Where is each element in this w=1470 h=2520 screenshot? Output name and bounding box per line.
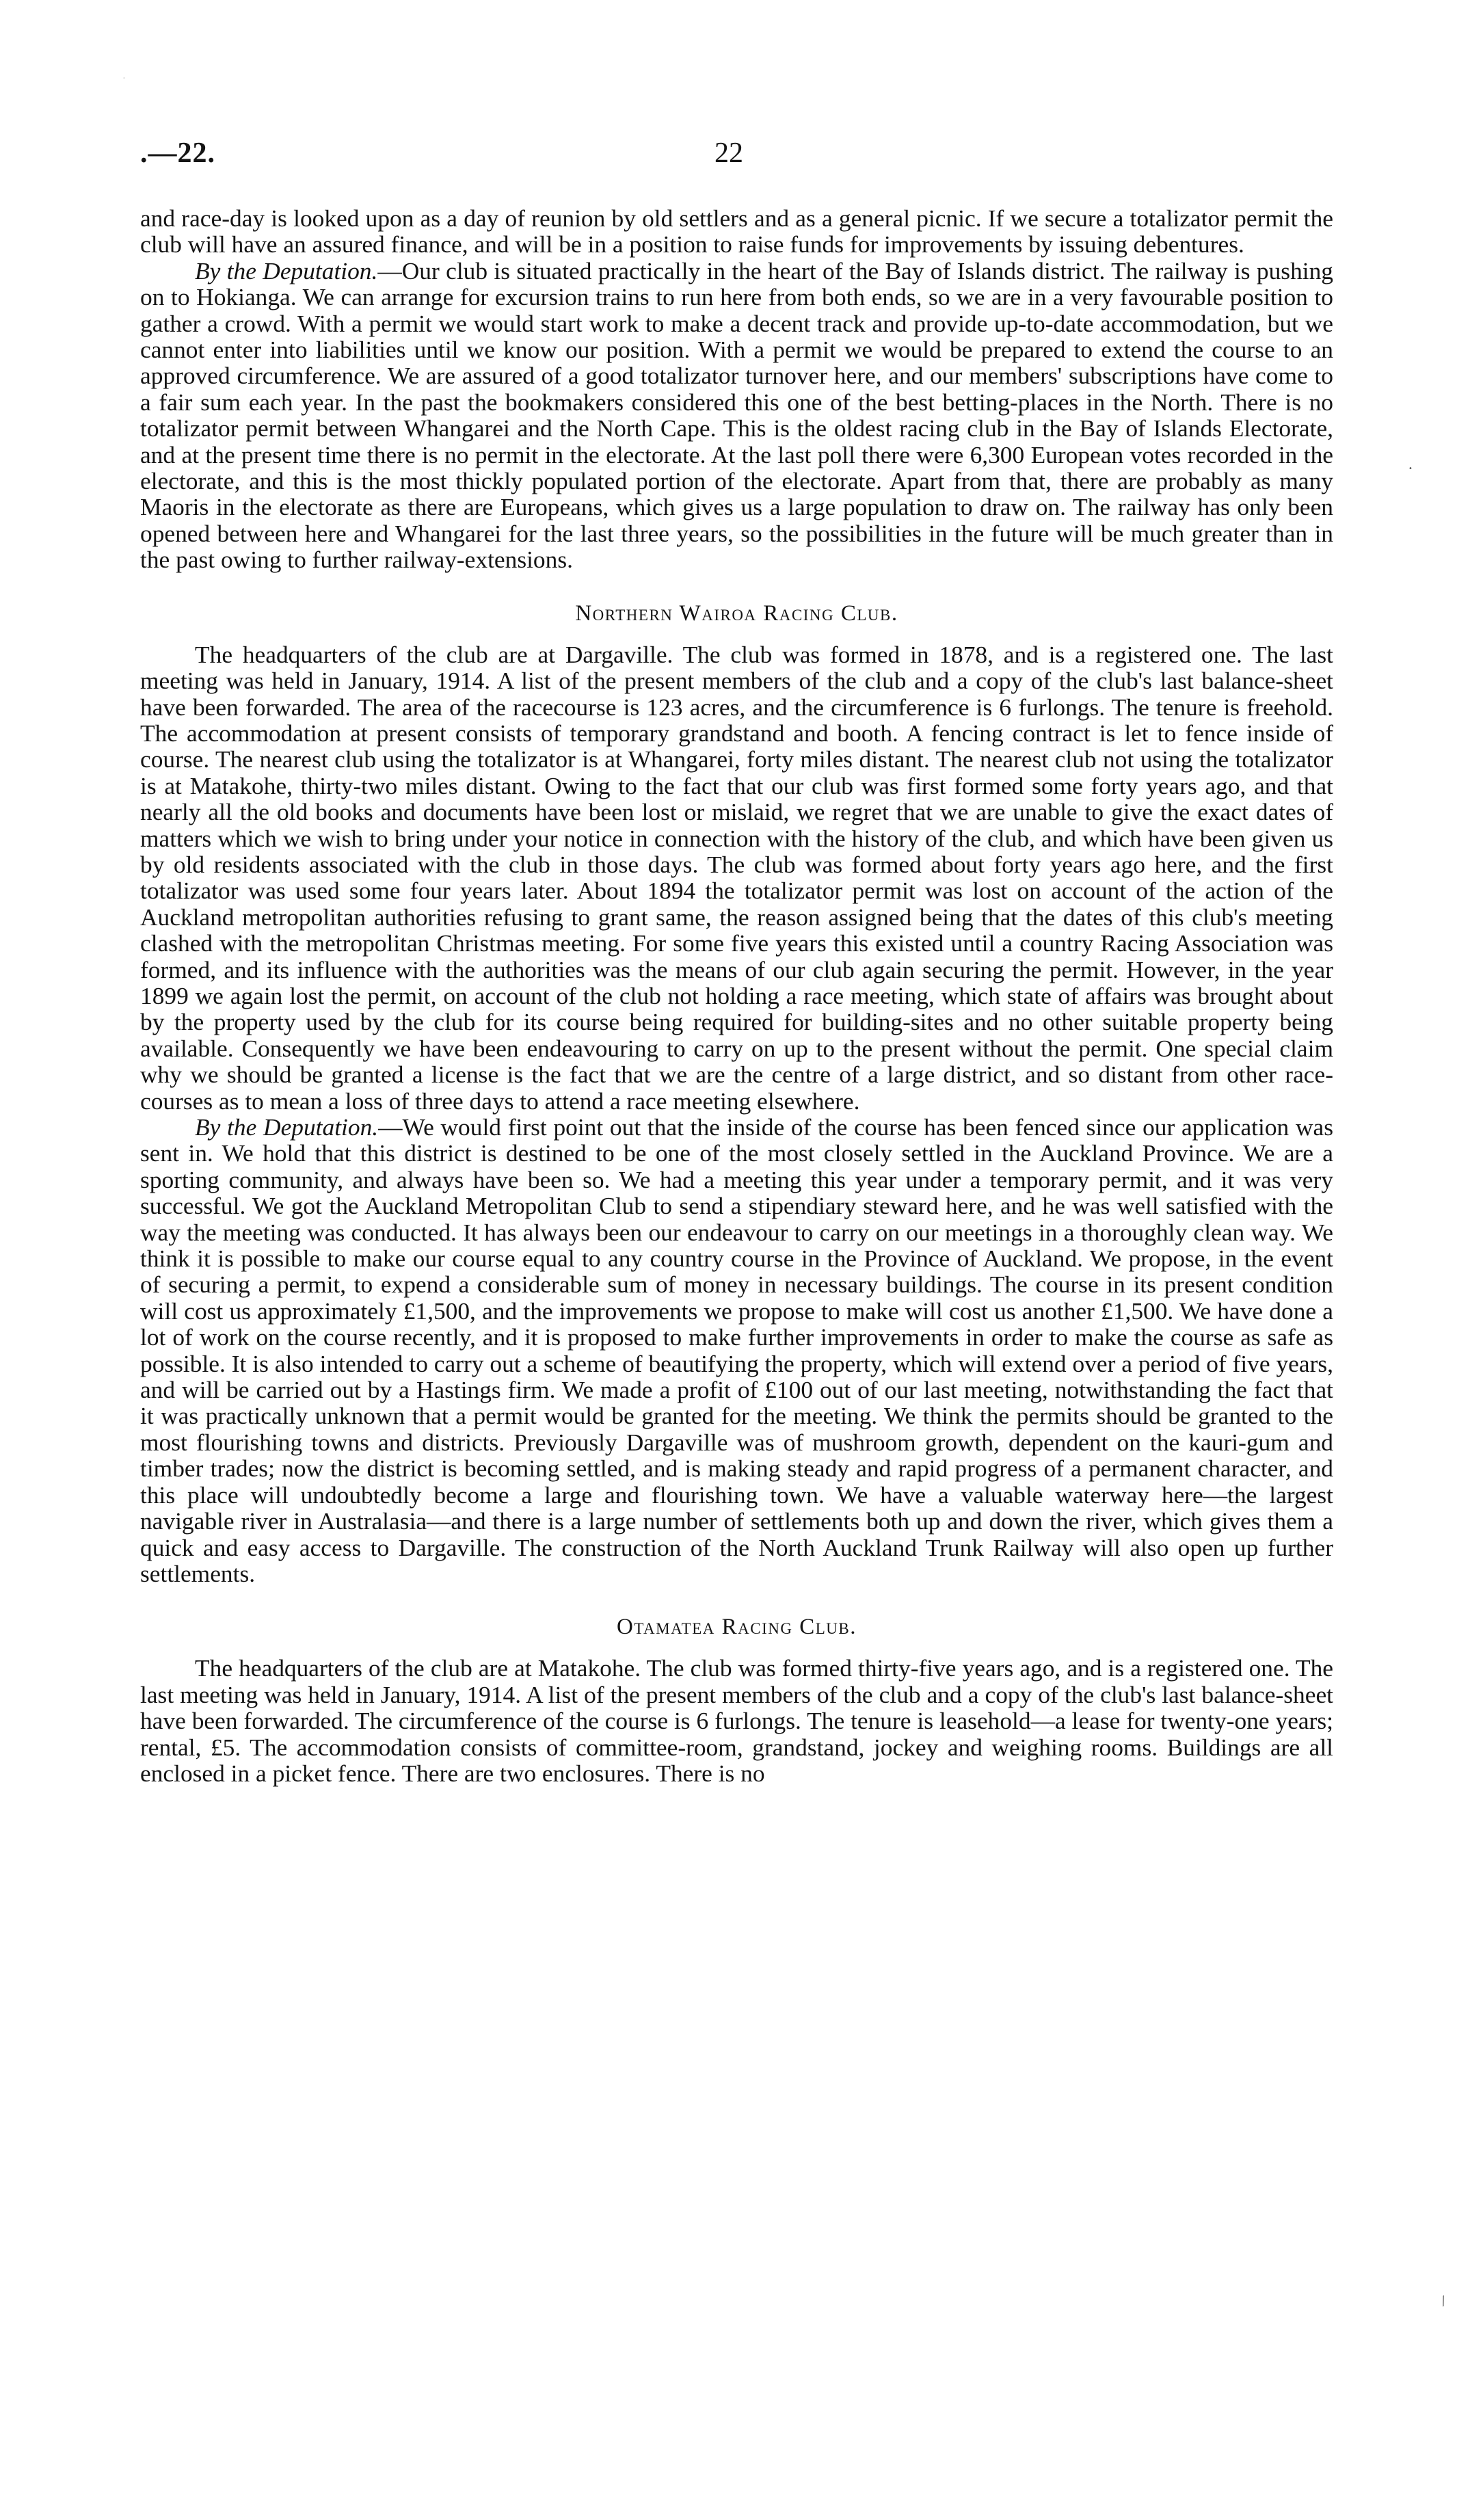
page-number: 22 bbox=[714, 137, 743, 169]
document-reference: .—22. bbox=[140, 137, 215, 169]
paragraph-continuation: and race-day is looked upon as a day of reunion by old settlers and as a general picnic. If we secure a totalizator permit the club will have an assured finance, and will be in a position to raise funds for improvements by issuing debentures. bbox=[140, 204, 1333, 258]
paragraph-text: —Our club is situated practically in the heart of the Bay of Islands district. The railway is pushing on to Hokianga. We can arrange for excursion trains to run here from both ends, so we are in a very favourable position to gather a crowd. With a permit we would start work to make a decent track and provide up-to-date accommodation, but we cannot enter into liabilities until we know our position. With a permit we would be prepared to extend the course to an approved circumference. We are assured of a good totalizator turnover here, and our members' subscriptions have come to a fair sum each year. In the past the bookmakers considered this one of the best betting-places in the North. There is no totalizator permit between Whangarei and the North Cape. This is the oldest racing club in the Bay of Islands Electorate, and at the present time there is no permit in the electorate. At the last poll there were 6,300 European votes recorded in the electorate, and this is the most thickly populated portion of the electorate. Apart from that, there are probably as many Maoris in the electorate as there are Europeans, which gives us a large population to draw on. The railway has only been opened between here and Whangarei for the last three years, so the possibilities in the future will be much greater than in the past owing to further railway-extensions. bbox=[140, 256, 1333, 574]
scan-speck-mark: • bbox=[1408, 465, 1413, 473]
scan-speck-mark: ⁄ bbox=[1439, 2294, 1449, 2309]
document-body bbox=[140, 205, 1333, 1786]
page-header bbox=[140, 137, 1333, 178]
paragraph-text: —We would first point out that the inside of the course has been fenced since our application was sent in. We hold that this district is destined to be one of the most closely settled in the Auckland Province. We are a sporting community, and always have been so. We had a meeting this year under a temporary permit, and it was very successful. We got the Auckland Metropolitan Club to send a stipendiary steward here, and he was well satisfied with the way the meeting was conducted. It has always been our endeavour to carry on our meetings in a thoroughly clean way. We think it is possible to make our course equal to any country course in the Province of Auckland. We propose, in the event of securing a permit, to expend a considerable sum of money in necessary buildings. The course in its present condition will cost us approximately £1,500, and the improvements we propose to make will cost us another £1,500. We have done a lot of work on the course recently, and it is proposed to make further improvements in order to make the course as safe as possible. It is also intended to carry out a scheme of beautifying the property, which will extend over a period of five years, and will be carried out by a Hastings firm. We made a profit of £100 out of our last meeting, notwithstanding the fact that it was practically unknown that a permit would be granted for the meeting. We think the permits should be granted to the most flourishing towns and districts. Previously Dargaville was of mushroom growth, dependent on the kauri-gum and timber trades; now the district is becoming settled, and is making steady and rapid progress of a permanent character, and this place will undoubtedly become a large and flourishing town. We have a valuable waterway here—the largest navigable river in Australasia—and there is a large number of settlements both up and down the river, which gives them a quick and easy access to Dargaville. The construction of the North Auckland Trunk Railway will also open up further settlements. bbox=[140, 1113, 1333, 1587]
speaker-lead: By the Deputation. bbox=[195, 256, 378, 284]
speaker-lead: By the Deputation. bbox=[195, 1113, 379, 1141]
section-heading-northern-wairoa: Northern Wairoa Racing Club. bbox=[575, 600, 898, 626]
scan-speck-mark: · bbox=[123, 75, 125, 81]
section-heading-otamatea: Otamatea Racing Club. bbox=[617, 1615, 857, 1640]
paragraph-otamatea: The headquarters of the club are at Matakohe. The club was formed thirty-five years ago, and is a registered one. The last meeting was held in January, 1914. A list of the present members of the club and a copy of the club's last balance-sheet have been forwarded. The circumference of the course is 6 furlongs. The tenure is leasehold—a lease for twenty-one years; rental, £5. The accommodation consists of committee-room, grandstand, jockey and weighing rooms. Buildings are all enclosed in a picket fence. There are two enclosures. There is no bbox=[140, 1654, 1333, 1787]
paragraph-northern-wairoa: The headquarters of the club are at Dargaville. The club was formed in 1878, and is a registered one. The last meeting was held in January, 1914. A list of the present members of the club and a copy of the club's last balance-sheet have been forwarded. The area of the racecourse is 123 acres, and the circumference is 6 furlongs. The tenure is freehold. The accommodation at present consists of temporary grandstand and booth. A fencing contract is let to fence inside of course. The nearest club using the totalizator is at Whangarei, forty miles distant. The nearest club not using the totalizator is at Matakohe, thirty-two miles distant. Owing to the fact that our club was first formed some forty years ago, and that nearly all the old books and documents have been lost or mislaid, we regret that we are unable to give the exact dates of matters which we wish to bring under your notice in connection with the history of the club, and which have been given us by old residents associated with the club in those days. The club was formed about forty years ago here, and the first totalizator was used some four years later. About 1894 the totalizator permit was lost on account of the action of the Auckland metropolitan authorities refusing to grant same, the reason assigned being that the dates of this club's meeting clashed with the metropolitan Christmas meeting. For some five years this existed until a country Racing Association was formed, and its influence with the authorities was the means of our club again securing the permit. However, in the year 1899 we again lost the permit, on account of the club not holding a race meeting, which state of affairs was brought about by the property used by the club for its course being required for building-sites and no other suitable property being available. Consequently we have been endeavouring to carry on up to the present without the permit. One special claim why we should be granted a license is the fact that we are the centre of a large district, and so distant from other race-courses as to mean a loss of three days to attend a race meeting elsewhere. bbox=[140, 640, 1333, 1115]
paragraph-deputation-1 bbox=[140, 258, 1333, 573]
paragraph-deputation-2 bbox=[140, 1114, 1333, 1587]
